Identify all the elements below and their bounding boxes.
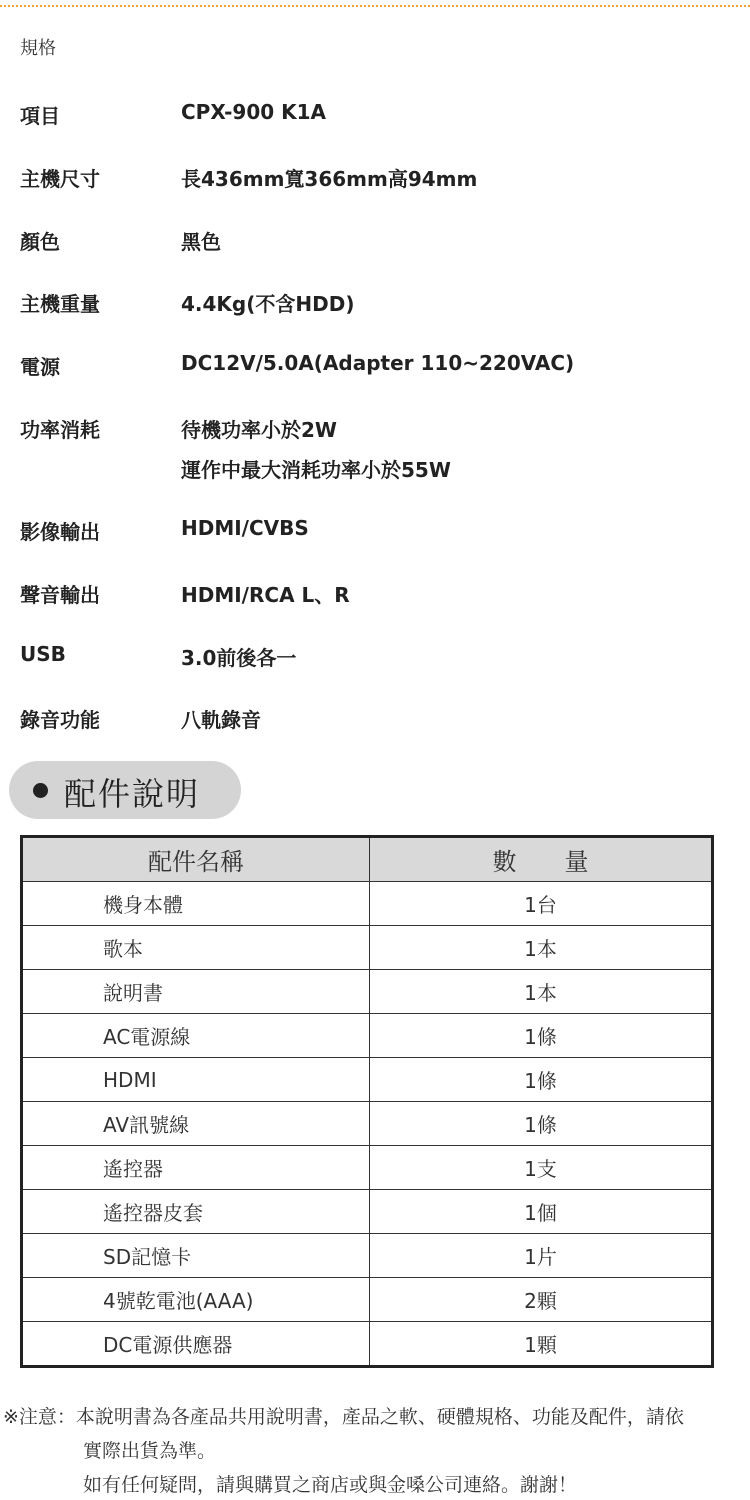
spec-label-dimensions: 主機尺寸 (20, 167, 100, 191)
spec-label-power: 電源 (20, 355, 60, 379)
spec-value-weight: 4.4Kg(不含HDD) (181, 292, 355, 316)
accessories-heading-pill (9, 761, 241, 819)
accessory-qty: 1片 (370, 1234, 713, 1278)
note-line-2: 實際出貨為準。 (83, 1440, 217, 1462)
table-row (22, 1014, 713, 1058)
column-header-qty: 數 量 (370, 837, 713, 882)
accessories-table (20, 835, 714, 1368)
column-header-name: 配件名稱 (22, 837, 370, 882)
accessory-qty: 2顆 (370, 1278, 713, 1322)
table-row (22, 1278, 713, 1322)
table-row (22, 1058, 713, 1102)
table-row (22, 970, 713, 1014)
spec-label-model: 項目 (20, 104, 60, 128)
table-row (22, 1190, 713, 1234)
accessory-name: AC電源線 (22, 1014, 370, 1058)
spec-label-recording: 錄音功能 (20, 708, 100, 732)
table-row (22, 882, 713, 926)
accessory-qty: 1支 (370, 1146, 713, 1190)
table-header-row (22, 837, 713, 882)
spec-label-video-out: 影像輸出 (20, 520, 100, 544)
accessory-qty: 1台 (370, 882, 713, 926)
table-row (22, 926, 713, 970)
accessory-name: 機身本體 (22, 882, 370, 926)
table-row (22, 1146, 713, 1190)
accessory-qty: 1條 (370, 1058, 713, 1102)
spec-value-consumption-standby: 待機功率小於2W (181, 418, 337, 442)
accessory-name: 說明書 (22, 970, 370, 1014)
accessory-qty: 1本 (370, 970, 713, 1014)
spec-value-power: DC12V/5.0A(Adapter 110~220VAC) (181, 351, 575, 375)
accessory-qty: 1個 (370, 1190, 713, 1234)
bullet-icon (33, 783, 48, 798)
spec-label-consumption: 功率消耗 (20, 418, 100, 442)
spec-value-consumption-max: 運作中最大消耗功率小於55W (181, 458, 451, 482)
spec-value-recording: 八軌錄音 (181, 708, 261, 732)
top-dotted-rule (0, 5, 750, 7)
table-row (22, 1234, 713, 1278)
note-line-1: ※注意：本說明書為各產品共用說明書，產品之軟、硬體規格、功能及配件，請依 (3, 1406, 684, 1428)
spec-value-video-out: HDMI/CVBS (181, 516, 309, 540)
section-title: 規格 (20, 38, 56, 59)
spec-label-audio-out: 聲音輸出 (20, 583, 100, 607)
note-line-3: 如有任何疑問，請與購買之商店或與金嗓公司連絡。謝謝！ (83, 1474, 578, 1496)
table-row (22, 1322, 713, 1367)
spec-value-usb: 3.0前後各一 (181, 646, 297, 670)
spec-value-color: 黑色 (181, 230, 221, 254)
accessory-qty: 1條 (370, 1102, 713, 1146)
accessories-heading: 配件說明 (64, 775, 201, 813)
spec-label-usb: USB (20, 642, 66, 666)
spec-value-dimensions: 長436mm寬366mm高94mm (181, 167, 478, 191)
spec-label-weight: 主機重量 (20, 292, 100, 316)
accessory-name: 4號乾電池(AAA) (22, 1278, 370, 1322)
spec-value-audio-out: HDMI/RCA L、R (181, 583, 350, 607)
accessory-name: AV訊號線 (22, 1102, 370, 1146)
accessory-name: 遙控器 (22, 1146, 370, 1190)
spec-value-model: CPX-900 K1A (181, 100, 327, 124)
table-row (22, 1102, 713, 1146)
accessory-name: DC電源供應器 (22, 1322, 370, 1367)
accessory-qty: 1顆 (370, 1322, 713, 1367)
accessory-name: SD記憶卡 (22, 1234, 370, 1278)
accessory-qty: 1條 (370, 1014, 713, 1058)
accessory-name: 遙控器皮套 (22, 1190, 370, 1234)
accessory-name: HDMI (22, 1058, 370, 1102)
accessory-qty: 1本 (370, 926, 713, 970)
spec-label-color: 顏色 (20, 230, 60, 254)
accessory-name: 歌本 (22, 926, 370, 970)
